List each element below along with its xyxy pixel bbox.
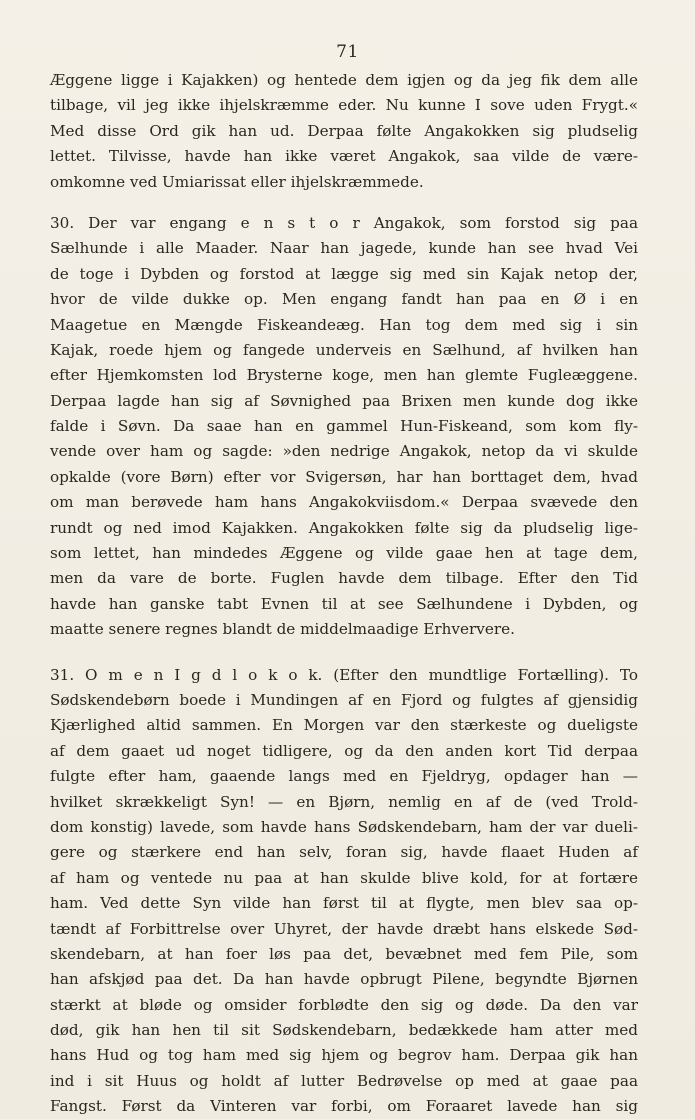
text-line: hvor de vilde dukke op. Men engang fandt han paa en Ø i en — [50, 290, 638, 309]
text-line: dom konstig) lavede, som havde hans Sødskendebarn, ham der var dueli- — [50, 817, 638, 836]
text-line: hans Hud og tog ham med sig hjem og begrov ham. Derpaa gik han — [50, 1046, 638, 1065]
text-line: rundt og ned imod Kajakken. Angakokken følte sig da pludselig lige- — [50, 518, 638, 537]
text-line: Derpaa lagde han sig af Søvnighed paa Brixen men kunde dog ikke — [50, 391, 638, 410]
text-line: Kjærlighed altid sammen. En Morgen var den stærkeste og dueligste — [50, 716, 638, 735]
text-line: hvilket skrækkeligt Syn! — en Bjørn, nemlig en af de (ved Trold- — [50, 792, 638, 811]
paragraph-section-30 — [50, 211, 638, 643]
text-line: stærkt at bløde og omsider forblødte den sig og døde. Da den var — [50, 995, 638, 1014]
text-line: Sælhunde i alle Maader. Naar han jagede, kunde han see hvad Vei — [50, 239, 638, 258]
text-line: men da vare de borte. Fuglen havde dem tilbage. Efter den Tid — [50, 569, 638, 588]
text-line: Fangst. Først da Vinteren var forbi, om Foraaret lavede han sig — [50, 1097, 638, 1116]
text-line: fulgte efter ham, gaaende langs med en Fjeldryg, opdager han — — [50, 767, 638, 786]
text-line: skendebarn, at han foer løs paa det, bevæbnet med fem Pile, som — [50, 944, 638, 963]
body-text — [50, 68, 638, 1120]
paragraph — [50, 68, 638, 195]
text-line: 30. Der var engang e n s t o r Angakok, som forstod sig paa — [50, 213, 638, 232]
page-number: 71 — [336, 42, 359, 62]
text-line: som lettet, han mindedes Æggene og vilde gaae hen at tage dem, — [50, 544, 638, 563]
text-line: Maagetue en Mængde Fiskeandeæg. Han tog dem med sig i sin — [50, 315, 638, 334]
text-line: de toge i Dybden og forstod at lægge sig med sin Kajak netop der, — [50, 264, 638, 283]
text-line: efter Hjemkomsten lod Brysterne koge, men han glemte Fugleæggene. — [50, 366, 638, 385]
text-line: falde i Søvn. Da saae han en gammel Hun-Fiskeand, som kom fly- — [50, 417, 638, 436]
paragraph-spacer — [50, 195, 638, 211]
text-line: lettet. Tilvisse, havde han ikke været Angakok, saa vilde de være- — [50, 147, 638, 166]
paragraph-section-31 — [50, 663, 638, 1120]
text-line: af dem gaaet ud noget tidligere, og da den anden kort Tid derpaa — [50, 741, 638, 760]
text-line: Æggene ligge i Kajakken) og hentede dem igjen og da jeg fik dem alle — [50, 71, 638, 89]
text-line: død, gik han hen til sit Sødskendebarn, bedækkede ham atter med — [50, 1021, 638, 1040]
text-line: opkalde (vore Børn) efter vor Svigersøn, har han borttaget dem, hvad — [50, 467, 638, 486]
text-line: Kajak, roede hjem og fangede underveis en Sælhund, af hvilken han — [50, 340, 638, 359]
text-line: 31. O m e n I g d l o k o k. (Efter den mundtlige Fortælling). To — [50, 665, 638, 684]
text-line: tilbage, vil jeg ikke ihjelskræmme eder. Nu kunne I sove uden Frygt.« — [50, 96, 638, 115]
text-line: gere og stærkere end han selv, foran sig, havde flaaet Huden af — [50, 843, 638, 862]
text-line: tændt af Forbittrelse over Uhyret, der havde dræbt hans elskede Sød- — [50, 919, 638, 938]
text-line: maatte senere regnes blandt de middelmaadige Erhververe. — [50, 620, 515, 639]
text-line: ind i sit Huus og holdt af lutter Bedrøvelse op med at gaae paa — [50, 1071, 638, 1090]
text-line: af ham og ventede nu paa at han skulde blive kold, for at fortære — [50, 868, 638, 887]
text-line: omkomne ved Umiarissat eller ihjelskræmmede. — [50, 172, 424, 191]
text-line: han afskjød paa det. Da han havde opbrugt Pilene, begyndte Bjørnen — [50, 970, 638, 989]
paragraph-spacer — [50, 643, 638, 663]
text-line: vende over ham og sagde: »den nedrige Angakok, netop da vi skulde — [50, 442, 638, 461]
text-line: havde han ganske tabt Evnen til at see Sælhundene i Dybden, og — [50, 594, 638, 613]
text-line: Sødskendebørn boede i Mundingen af en Fjord og fulgtes af gjensidig — [50, 690, 638, 709]
text-line: ham. Ved dette Syn vilde han først til at flygte, men blev saa op- — [50, 894, 638, 913]
text-line: om man berøvede ham hans Angakokviisdom.« Derpaa svævede den — [50, 493, 638, 512]
text-line: Med disse Ord gik han ud. Derpaa følte Angakokken sig pludselig — [50, 121, 638, 140]
